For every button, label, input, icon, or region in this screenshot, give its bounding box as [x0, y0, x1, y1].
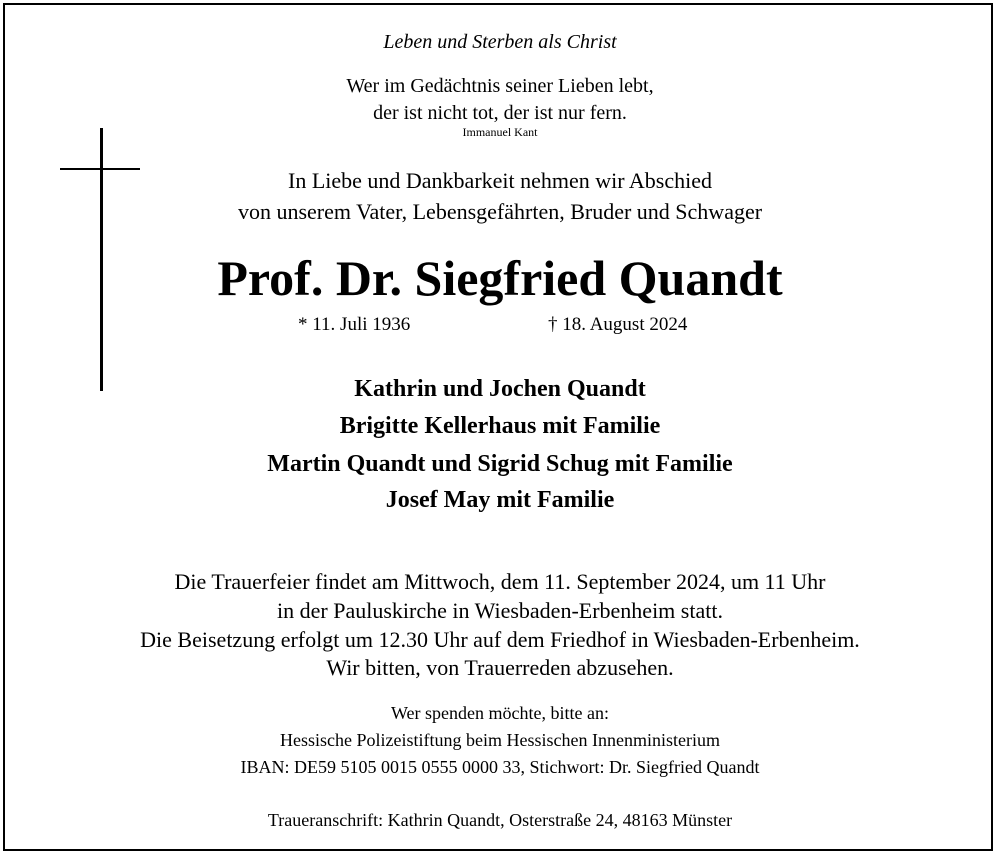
mourner-4: Josef May mit Familie	[385, 487, 615, 513]
death-date: † 18. August 2024	[548, 314, 688, 335]
intro-line-2: von unserem Vater, Lebensgefährten, Bruder und Schwager	[237, 199, 763, 224]
service-line-1: Die Trauerfeier findet am Mittwoch, dem 11. September 2024, um 11 Uhr	[174, 569, 826, 594]
mourner-1: Kathrin und Jochen Quandt	[354, 376, 646, 402]
service-line-2: in der Pauluskirche in Wiesbaden-Erbenheim statt.	[277, 598, 723, 623]
donation-line-1: Wer spenden möchte, bitte an:	[391, 703, 609, 723]
mourner-2: Brigitte Kellerhaus mit Familie	[339, 413, 661, 439]
donation-line-2: Hessische Polizeistiftung beim Hessischen Innenministerium	[280, 730, 720, 750]
intro-line-1: In Liebe und Dankbarkeit nehmen wir Abschied	[288, 168, 712, 193]
mourning-address: Traueranschrift: Kathrin Quandt, Osterstraße 24, 48163 Münster	[267, 810, 733, 830]
donation-line-3: IBAN: DE59 5105 0015 0555 0000 33, Stichwort: Dr. Siegfried Quandt	[240, 757, 760, 777]
quote-line-2: der ist nicht tot, der ist nur fern.	[373, 102, 627, 124]
service-line-3: Die Beisetzung erfolgt um 12.30 Uhr auf dem Friedhof in Wiesbaden-Erbenheim.	[140, 627, 860, 652]
birth-date: * 11. Juli 1936	[298, 314, 411, 335]
deceased-name: Prof. Dr. Siegfried Quandt	[217, 250, 783, 306]
quote-line-1: Wer im Gedächtnis seiner Lieben lebt,	[346, 75, 654, 97]
service-line-4: Wir bitten, von Trauerreden abzusehen.	[326, 655, 674, 680]
motto: Leben und Sterben als Christ	[383, 31, 617, 53]
life-dates	[0, 312, 1000, 338]
mourner-3: Martin Quandt und Sigrid Schug mit Familie	[267, 451, 733, 477]
quote-author: Immanuel Kant	[462, 125, 538, 139]
